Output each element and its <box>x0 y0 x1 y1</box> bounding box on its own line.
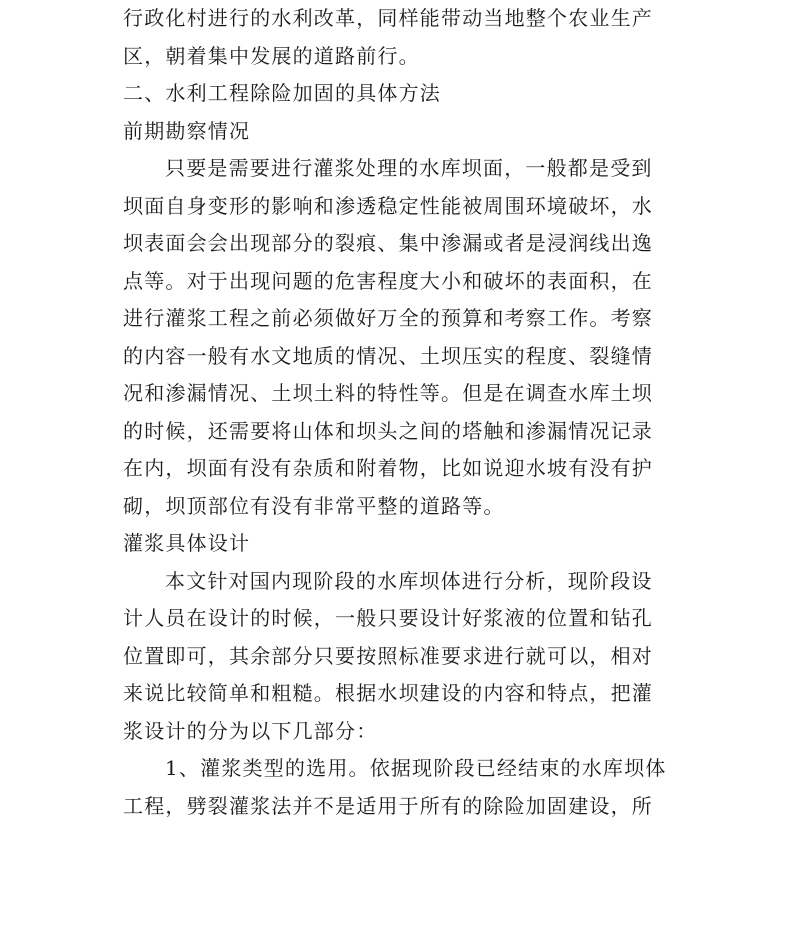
text-line: 的内容一般有水文地质的情况、土坝压实的程度、裂缝情 <box>123 343 653 368</box>
paragraph-design <box>123 563 683 751</box>
text-line: 计人员在设计的时候，一般只要设计好浆液的位置和钻孔 <box>123 606 653 630</box>
section-heading: 二、水利工程除险加固的具体方法 <box>123 81 441 105</box>
text-line: 行政化村进行的水利改革，同样能带动当地整个农业生产 <box>123 6 653 30</box>
text-line: 点等。对于出现问题的危害程度大小和破坏的表面积，在 <box>123 268 653 293</box>
text-line: 坝表面会会出现部分的裂痕、集中渗漏或者是浸润线出逸 <box>123 231 653 255</box>
paragraph-survey <box>123 150 683 525</box>
text-line: 的时候，还需要将山体和坝头之间的塔触和渗漏情况记录 <box>123 418 653 443</box>
text-line: 进行灌浆工程之前必须做好万全的预算和考察工作。考察 <box>123 306 653 330</box>
subheading-design: 灌浆具体设计 <box>123 531 251 555</box>
text-line: 况和渗漏情况、土坝土料的特性等。但是在调查水库土坝 <box>123 381 653 405</box>
text-line: 浆设计的分为以下几部分： <box>123 718 378 743</box>
intro-paragraph <box>123 0 683 75</box>
paragraph-grouting-type <box>123 750 683 825</box>
text-line: 本文针对国内现阶段的水库坝体进行分析，现阶段设 <box>165 568 653 593</box>
text-line: 砌，坝顶部位有没有非常平整的道路等。 <box>123 493 505 518</box>
subheading-survey: 前期勘察情况 <box>123 118 251 143</box>
text-line: 1、灌浆类型的选用。依据现阶段已经结束的水库坝体 <box>165 756 667 780</box>
text-line: 工程，劈裂灌浆法并不是适用于所有的除险加固建设，所 <box>123 793 653 818</box>
text-line: 区，朝着集中发展的道路前行。 <box>123 43 420 68</box>
text-line: 位置即可，其余部分只要按照标准要求进行就可以，相对 <box>123 643 653 668</box>
text-line: 只要是需要进行灌浆处理的水库坝面，一般都是受到 <box>165 156 653 180</box>
text-line: 坝面自身变形的影响和渗透稳定性能被周围环境破坏，水 <box>123 193 653 218</box>
document-page <box>123 0 683 825</box>
text-line: 来说比较简单和粗糙。根据水坝建设的内容和特点，把灌 <box>123 681 653 705</box>
text-line: 在内，坝面有没有杂质和附着物，比如说迎水坡有没有护 <box>123 456 653 480</box>
